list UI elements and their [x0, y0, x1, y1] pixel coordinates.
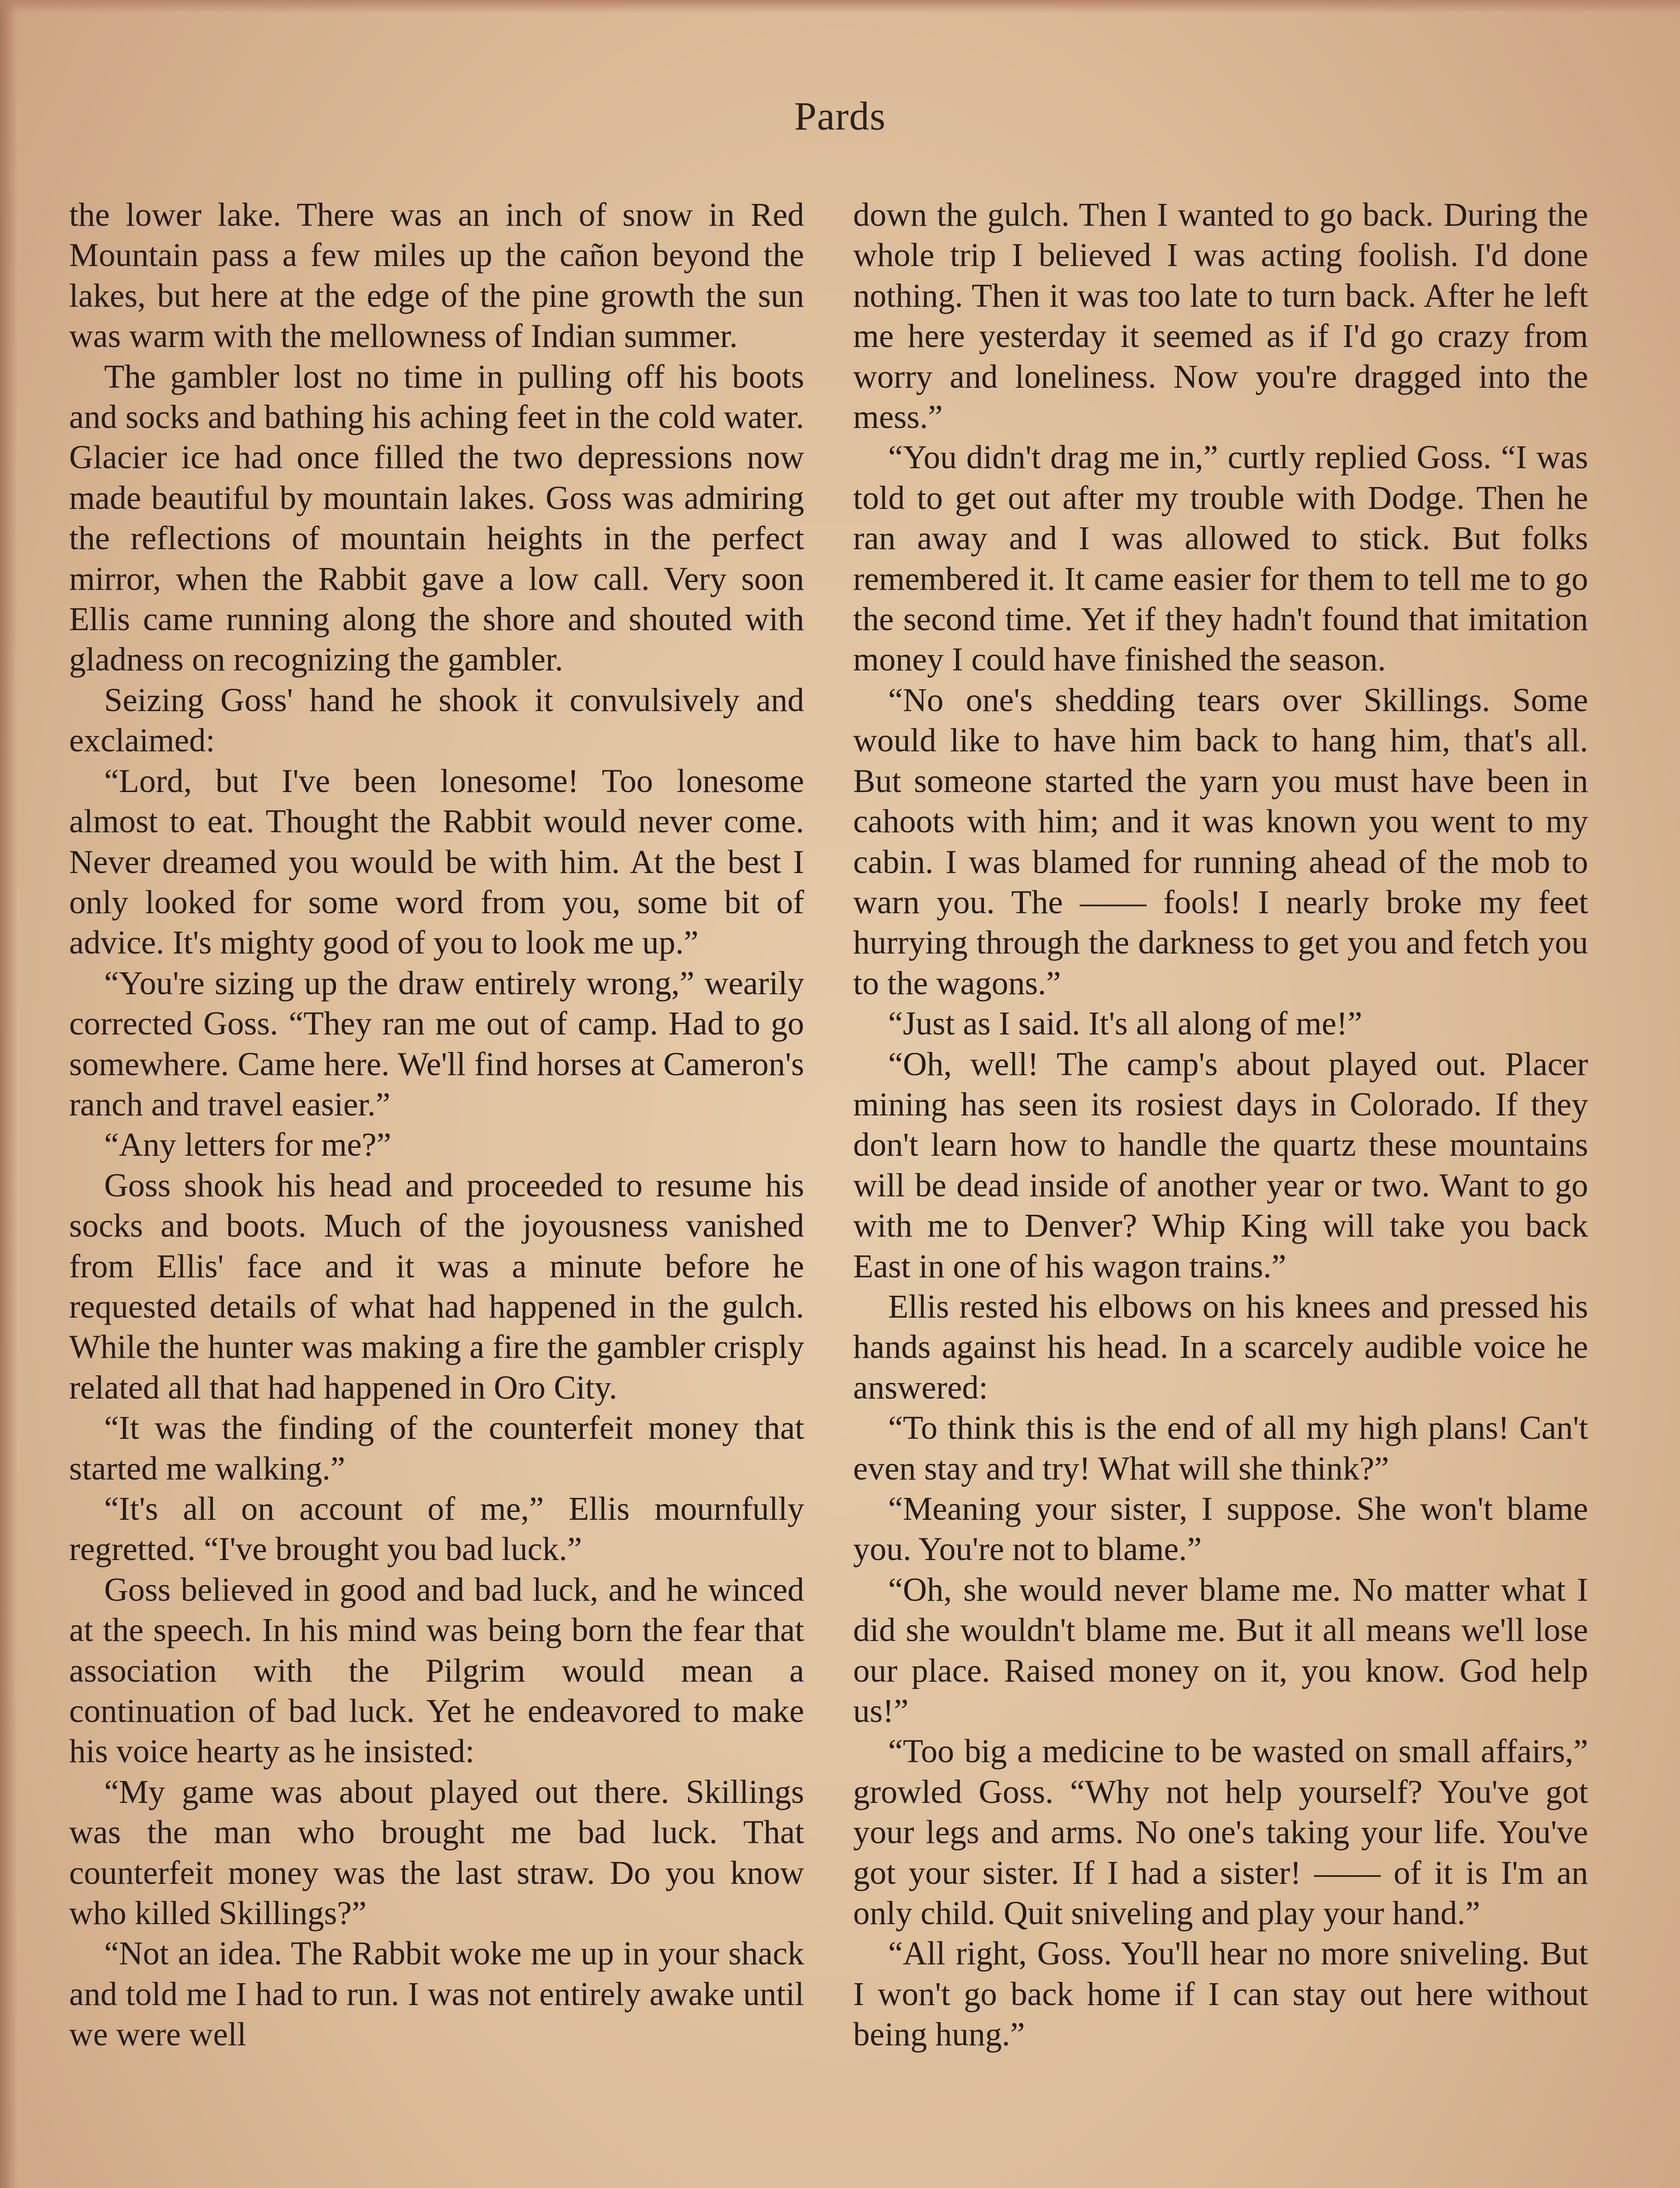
right-text-column: [853, 195, 1588, 2055]
paragraph: the lower lake. There was an inch of snow in Red Mountain pass a few miles up the cañon beyond the lakes, but here at the edge of the pine growth the sun was warm with the mellowness of Indian summer.: [69, 196, 804, 355]
paragraph: “You didn't drag me in,” curtly replied Goss. “I was told to get out after my trouble with Dodge. Then he ran away and I was allowed to stick. But folks remembered it. It came easier for them to tell me to go the second time. Yet if they hadn't found that imitation money I could have finished the season.: [853, 439, 1588, 678]
paragraph: The gambler lost no time in pulling off his boots and socks and bathing his aching feet in the cold water. Glacier ice had once filled the two depressions now made beautiful by mountain lakes. Goss was admiring the reflections of mountain heights in the perfect mirror, when the Rabbit gave a low call. Very soon Ellis came running along the shore and shouted with gladness on recognizing the gambler.: [69, 358, 804, 678]
paragraph: “Too big a medicine to be wasted on small affairs,” growled Goss. “Why not help yourself? You've got your legs and arms. No one's taking your life. You've got your sister. If I had a sister! —— of it is I'm an only child. Quit sniveling and play your hand.”: [853, 1733, 1588, 1932]
page-top-shadow: [0, 0, 1680, 13]
page-edge-shadow: [0, 0, 18, 2188]
paragraph: “To think this is the end of all my high plans! Can't even stay and try! What will she think?”: [853, 1410, 1588, 1487]
paragraph: “Not an idea. The Rabbit woke me up in your shack and told me I had to run. I was not entirely awake until we were well: [69, 1935, 804, 2053]
paragraph: “Just as I said. It's all along of me!”: [888, 1005, 1362, 1042]
paragraph: “It's all on account of me,” Ellis mournfully regretted. “I've brought you bad luck.”: [69, 1490, 804, 1568]
paragraph: “Oh, well! The camp's about played out. Placer mining has seen its rosiest days in Colorado. If they don't learn how to handle the quartz these mountains will be dead inside of another year or two. Want to go with me to Denver? Whip King will take you back East in one of his wagon trains.”: [853, 1045, 1588, 1285]
paragraph: “It was the finding of the counterfeit money that started me walking.”: [69, 1410, 804, 1487]
paragraph: “You're sizing up the draw entirely wrong,” wearily corrected Goss. “They ran me out of camp. Had to go somewhere. Came here. We'll find horses at Cameron's ranch and travel easier.”: [69, 964, 804, 1123]
paragraph: “My game was about played out there. Skillings was the man who brought me bad luck. That counterfeit money was the last straw. Do you know who killed Skillings?”: [69, 1773, 804, 1932]
running-head-title: Pards: [794, 94, 886, 138]
paragraph: Ellis rested his elbows on his knees and pressed his hands against his head. In a scarcely audible voice he answered:: [853, 1288, 1588, 1406]
paragraph: “Meaning your sister, I suppose. She won't blame you. You're not to blame.”: [853, 1490, 1588, 1568]
paragraph: Seizing Goss' hand he shook it convulsively and exclaimed:: [69, 681, 804, 759]
paragraph: “Any letters for me?”: [104, 1126, 392, 1164]
paragraph: down the gulch. Then I wanted to go back. During the whole trip I believed I was acting foolish. I'd done nothing. Then it was too late to turn back. After he left me here yesterday it seemed as if I'd go crazy from worry and loneliness. Now you're dragged into the mess.”: [853, 196, 1588, 436]
paragraph: “Oh, she would never blame me. No matter what I did she wouldn't blame me. But it all means we'll lose our place. Raised money on it, you know. God help us!”: [853, 1571, 1588, 1730]
paragraph: Goss believed in good and bad luck, and he winced at the speech. In his mind was being born the fear that association with the Pilgrim would mean a continuation of bad luck. Yet he endeavored to make his voice hearty as he insisted:: [69, 1571, 804, 1770]
paragraph: Goss shook his head and proceeded to resume his socks and boots. Much of the joyousness vanished from Ellis' face and it was a minute before he requested details of what had happened in the gulch. While the hunter was making a fire the gambler crisply related all that had happened in Oro City.: [69, 1167, 804, 1406]
paragraph: “All right, Goss. You'll hear no more sniveling. But I won't go back home if I can stay out here without being hung.”: [853, 1935, 1588, 2053]
left-text-column: [69, 195, 804, 2055]
paragraph: “No one's shedding tears over Skillings. Some would like to have him back to hang him, that's all. But someone started the yarn you must have been in cahoots with him; and it was known you went to my cabin. I was blamed for running ahead of the mob to warn you. The —— fools! I nearly broke my feet hurrying through the darkness to get you and fetch you to the wagons.”: [853, 681, 1588, 1002]
paragraph: “Lord, but I've been lonesome! Too lonesome almost to eat. Thought the Rabbit would never come. Never dreamed you would be with him. At the best I only looked for some word from you, some bit of advice. It's mighty good of you to look me up.”: [69, 762, 804, 961]
